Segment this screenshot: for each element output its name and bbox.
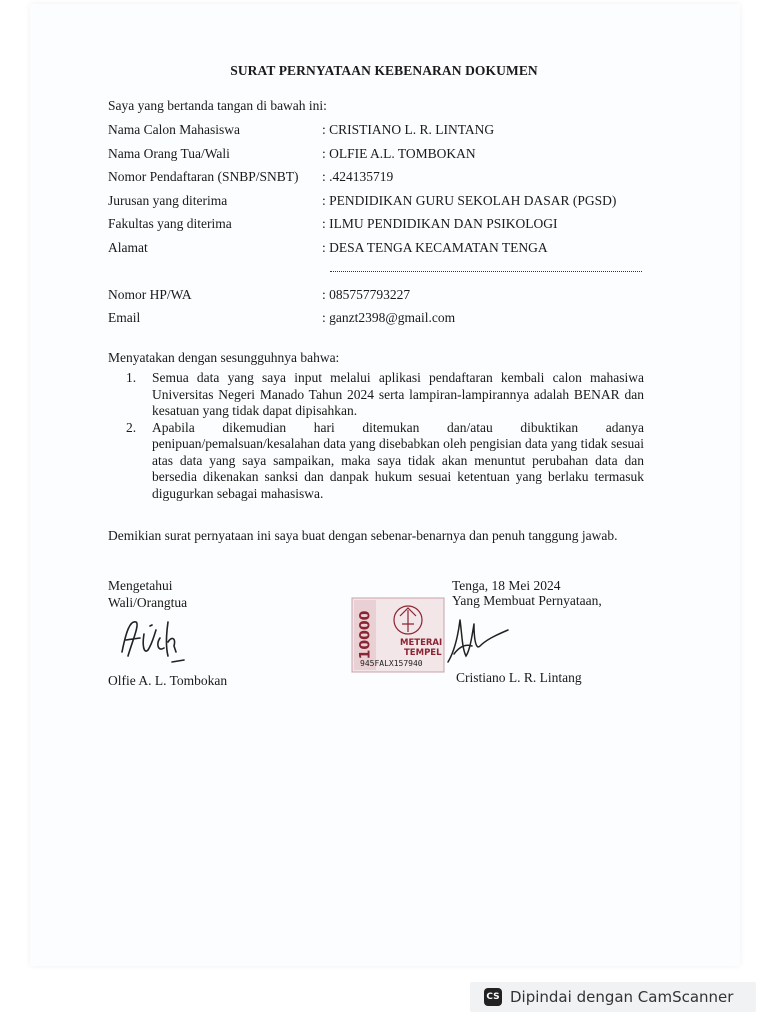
list-text: Semua data yang saya input melalui aplikasi pendaftaran kembali calon mahasiwa Universitas Negeri Manado Tahun 2024 serta lampiran-lampirannya adalah BENAR dan kesatuan yang tidak dapat dipisahkan. xyxy=(152,370,644,418)
guardian-name: Olfie A. L. Tombokan xyxy=(108,673,228,688)
camscanner-badge xyxy=(470,982,756,1012)
student-name: Cristiano L. R. Lintang xyxy=(456,670,582,685)
stamp-serial: 945FALX157940 xyxy=(360,659,423,668)
field-label: Nomor HP/WA xyxy=(108,287,192,302)
field-value: : PENDIDIKAN GURU SEKOLAH DASAR (PGSD) xyxy=(322,193,617,208)
field-value: : DESA TENGA KECAMATAN TENGA xyxy=(322,240,548,255)
stamp-label1: METERAI xyxy=(400,638,443,648)
field-value: : 085757793227 xyxy=(322,287,411,302)
list-number: 2. xyxy=(126,419,137,435)
camscanner-icon: CS xyxy=(484,988,502,1006)
field-value: : ILMU PENDIDIKAN DAN PSIKOLOGI xyxy=(322,216,558,231)
statement-intro: Menyatakan dengan sesungguhnya bahwa: xyxy=(108,350,340,365)
meterai-stamp xyxy=(350,596,446,674)
list-number: 1. xyxy=(126,370,137,385)
guardian-signature xyxy=(114,612,194,668)
field-value: : .424135719 xyxy=(322,169,394,184)
signer-role: Yang Membuat Pernyataan, xyxy=(452,593,602,608)
statement-list xyxy=(126,370,644,502)
field-value: : CRISTIANO L. R. LINTANG xyxy=(322,122,495,137)
left-sign-line2: Wali/Orangtua xyxy=(108,595,188,610)
field-label: Nomor Pendaftaran (SNBP/SNBT) xyxy=(108,169,299,184)
camscanner-text: Dipindai dengan CamScanner xyxy=(510,988,734,1006)
field-label: Nama Calon Mahasiswa xyxy=(108,122,240,137)
intro-text: Saya yang bertanda tangan di bawah ini: xyxy=(108,98,327,113)
list-item xyxy=(126,370,644,420)
left-sign-line1: Mengetahui xyxy=(108,578,173,593)
student-signature xyxy=(440,606,520,666)
stamp-denomination: 10000 xyxy=(357,610,373,660)
address-continuation-line xyxy=(330,263,642,272)
stamp-label2: TEMPEL xyxy=(404,648,442,658)
place-date: Tenga, 18 Mei 2024 xyxy=(452,578,561,593)
field-value: : ganzt2398@gmail.com xyxy=(322,310,456,325)
field-value: : OLFIE A.L. TOMBOKAN xyxy=(322,146,476,161)
list-item xyxy=(126,420,644,503)
field-label: Email xyxy=(108,310,141,325)
field-label: Nama Orang Tua/Wali xyxy=(108,146,230,161)
field-label: Alamat xyxy=(108,240,148,255)
closing-text: Demikian surat pernyataan ini saya buat dengan sebenar-benarnya dan penuh tanggung jawab. xyxy=(108,528,618,543)
field-label: Fakultas yang diterima xyxy=(108,216,232,231)
field-label: Jurusan yang diterima xyxy=(108,193,228,208)
document-title: SURAT PERNYATAAN KEBENARAN DOKUMEN xyxy=(230,63,538,78)
list-text: Apabila dikemudian hari ditemukan dan/atau dibuktikan adanya penipuan/pemalsuan/kesalahan data yang disebabkan oleh pengisian data yang tidak sesuai atas data yang saya sampaikan, maka saya tidak akan menuntut perubahan data dan bersedia dikenakan sanksi dan danpak hukum sesuai ketentuan yang berlaku termasuk digugurkan sebagai mahasiswa. xyxy=(152,419,644,501)
